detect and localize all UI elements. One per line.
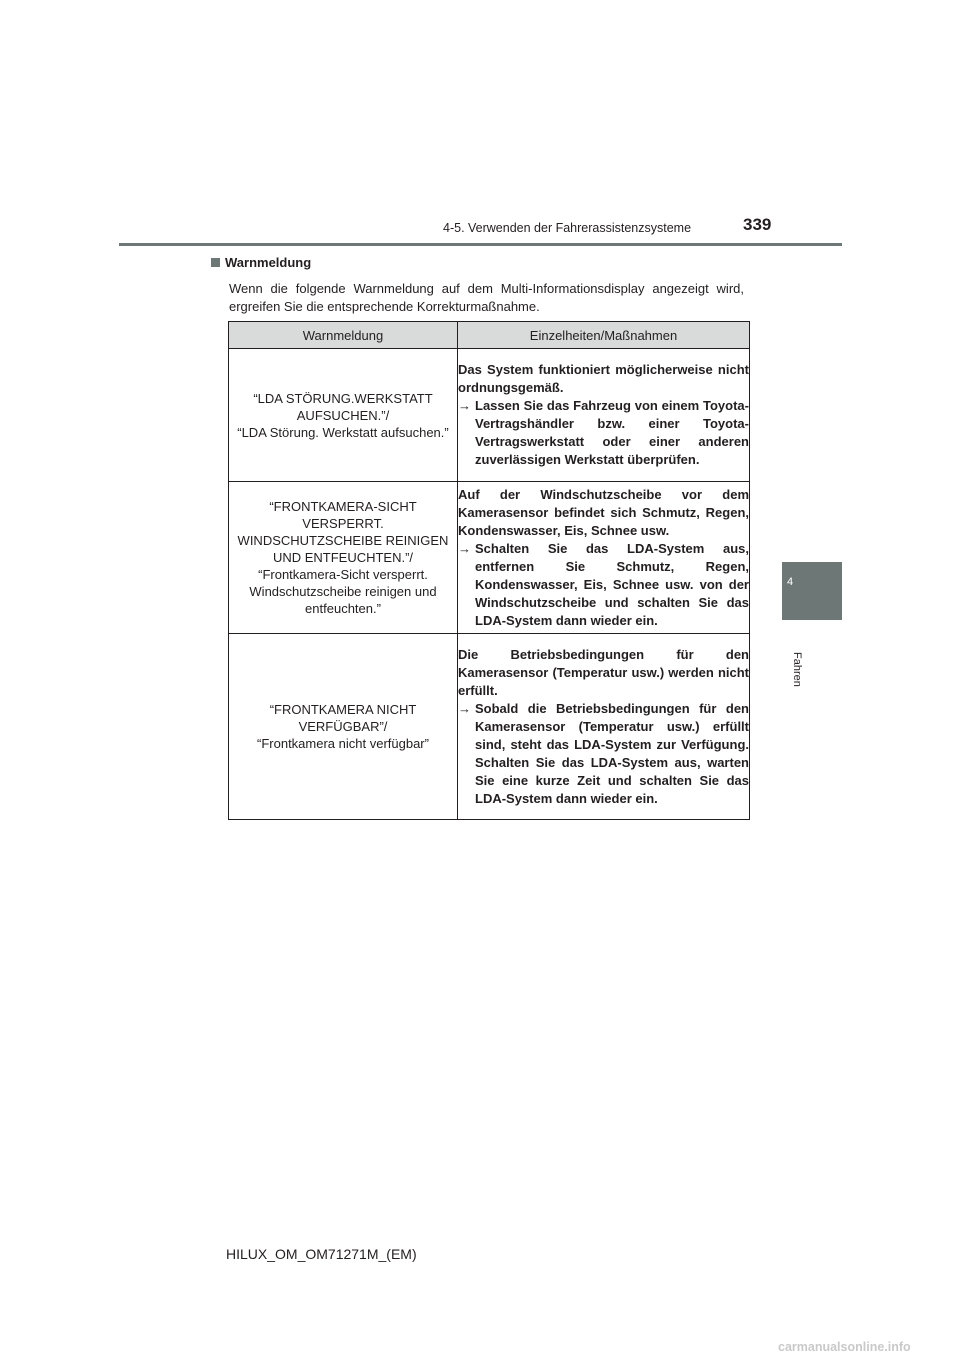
chapter-tab-label: Fahren: [791, 652, 803, 687]
warning-message-line: “Frontkamera nicht verfügbar”: [257, 736, 429, 751]
arrow-icon: →: [458, 540, 471, 556]
chapter-tab: [782, 562, 842, 620]
details-text: Auf der Windschutzscheibe vor dem Kamerasensor befindet sich Schmutz, Regen, Kondenswasser, Eis, Schnee usw.: [458, 486, 749, 538]
warning-message-line: “FRONTKAMERA NICHT VERFÜGBAR”/: [269, 702, 417, 734]
warning-table: [228, 321, 750, 820]
square-bullet-icon: [211, 258, 220, 267]
section-heading-text: Warnmeldung: [225, 255, 312, 270]
action-item: [458, 700, 749, 808]
arrow-icon: →: [458, 398, 471, 413]
header-section-title: 4-5. Verwenden der Fahrerassistenzsysteme: [443, 221, 692, 235]
details-cell: [458, 634, 750, 820]
table-row: [229, 349, 750, 482]
arrow-icon: →: [458, 700, 471, 716]
warning-message-cell: [229, 634, 458, 820]
page-number: 339: [743, 215, 772, 234]
warning-message-line: “Frontkamera-Sicht versperrt. Windschutzscheibe reinigen und entfeuchten.”: [249, 567, 437, 616]
table-header-row: [229, 322, 750, 349]
table-row: [229, 482, 750, 634]
warning-message-cell: [229, 349, 458, 482]
watermark: carmanualsonline.info: [778, 1340, 911, 1354]
warning-message-line: “LDA STÖRUNG.WERKSTATT AUFSUCHEN.”/: [253, 390, 433, 423]
action-text: Lassen Sie das Fahrzeug von einem Toyota-Vertragshändler bzw. einer Toyota-Vertragswerkstatt oder einer anderen zuverlässigen Werkstatt überprüfen.: [475, 398, 749, 467]
section-heading: [211, 255, 311, 270]
warning-message-cell: [229, 482, 458, 634]
warning-message-line: “LDA Störung. Werkstatt aufsuchen.”: [237, 424, 449, 440]
warning-message-line: “FRONTKAMERA-SICHT VERSPERRT. WINDSCHUTZSCHEIBE REINIGEN UND ENTFEUCHTEN.”/: [237, 499, 449, 565]
header-divider: [119, 243, 842, 246]
action-item: [458, 540, 749, 630]
details-text: Die Betriebsbedingungen für den Kamerasensor (Temperatur usw.) werden nicht erfüllt.: [458, 646, 749, 698]
column-header-message: Warnmeldung: [229, 322, 458, 349]
column-header-details: Einzelheiten/Maßnahmen: [458, 322, 750, 349]
intro-paragraph: Wenn die folgende Warnmeldung auf dem Multi-Informationsdisplay angezeigt wird, ergreifen Sie die entsprechende Korrekturmaßnahme.: [229, 281, 744, 314]
document-code: HILUX_OM_OM71271M_(EM): [226, 1246, 417, 1262]
details-cell: [458, 482, 750, 634]
action-item: [458, 397, 749, 469]
details-cell: [458, 349, 750, 482]
chapter-tab-number: 4: [787, 576, 794, 588]
action-text: Schalten Sie das LDA-System aus, entfernen Sie Schmutz, Regen, Kondenswasser, Eis, Schnee usw. von der Windschutzscheibe und schalten Sie das LDA-System dann wieder ein.: [475, 540, 749, 628]
table-row: [229, 634, 750, 820]
details-text: Das System funktioniert möglicherweise nicht ordnungsgemäß.: [458, 362, 749, 395]
action-text: Sobald die Betriebsbedingungen für den Kamerasensor (Temperatur usw.) erfüllt sind, steht das LDA-System zur Verfügung. Schalten Sie das LDA-System aus, warten Sie eine kurze Zeit und schalten Sie das LDA-System dann wieder ein.: [475, 700, 749, 806]
